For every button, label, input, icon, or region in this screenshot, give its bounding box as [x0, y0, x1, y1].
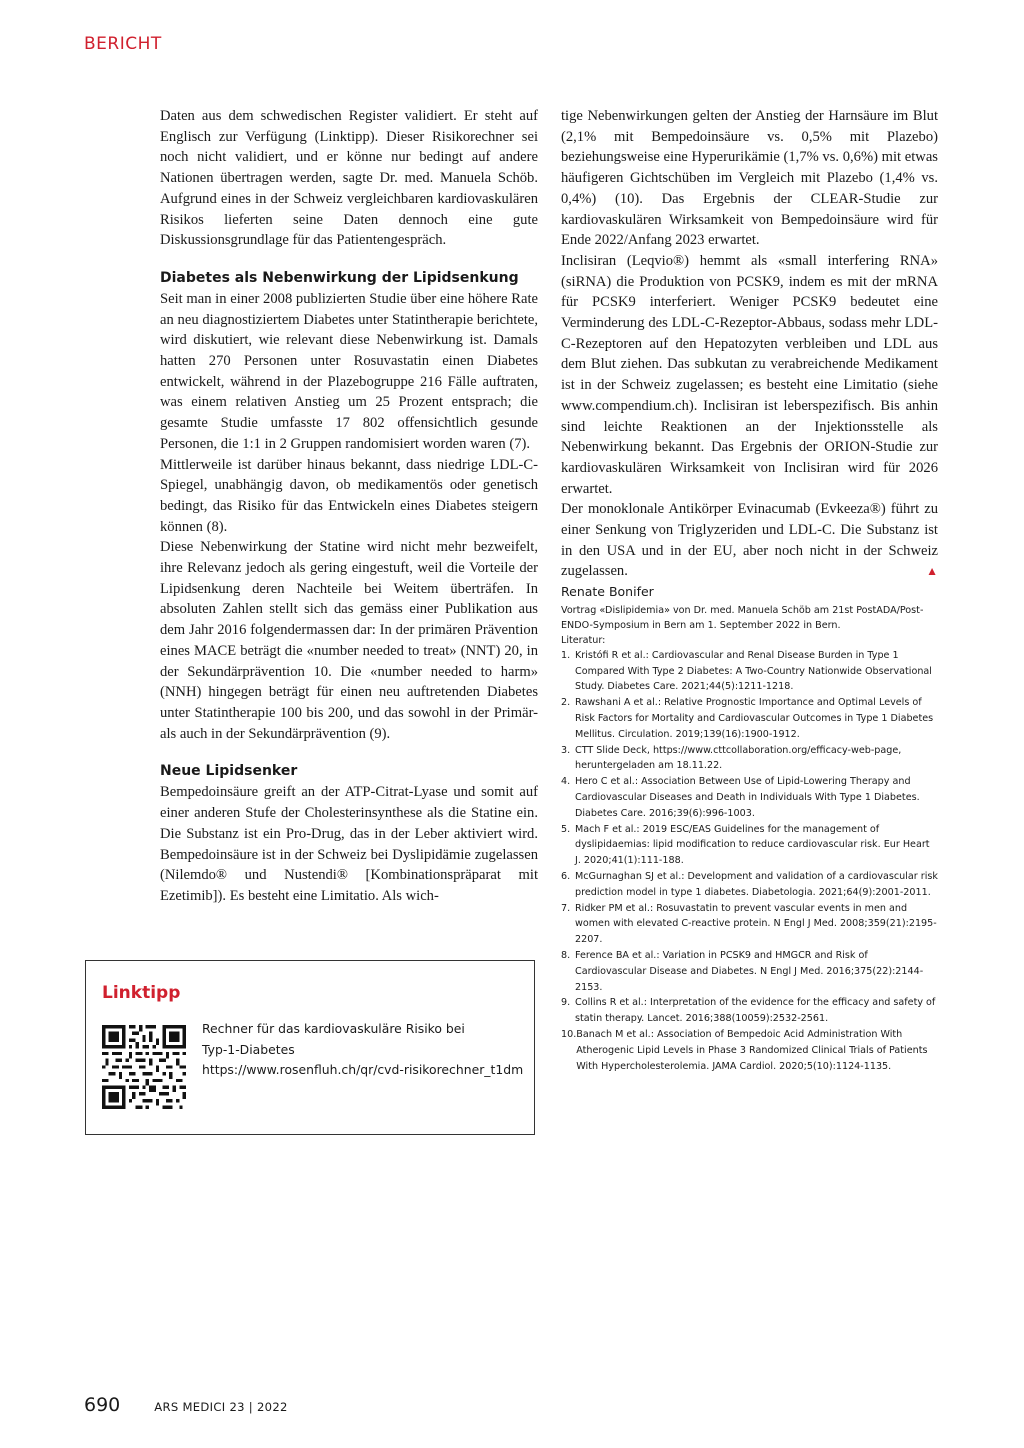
left-column	[160, 106, 538, 907]
subheading-neue-lipidsenker: Neue Lipidsenker	[160, 763, 298, 780]
reference-item	[561, 743, 938, 775]
reference-number: 6.	[561, 871, 571, 883]
linktipp-text	[202, 1019, 523, 1081]
journal-issue: ARS MEDICI 23 | 2022	[154, 1400, 288, 1414]
reference-number: 4.	[561, 776, 571, 788]
reference-text: Ference BA et al.: Variation in PCSK9 and HMGCR and Risk of Cardiovascular Disease and Diabetes. N Engl J Med. 2016;375(22):2144-2153.	[575, 950, 924, 993]
paragraph: Inclisiran (Leqvio®) hemmt als «small interfering RNA» (siRNA) die Produktion von PCSK9, indem es mit der mRNA für PCSK9 interferiert. Weniger PCSK9 bedeutet eine Verminderung des LDL-C-Rezeptor-Abbaus, sodass mehr LDL-C-Rezeptoren auf den Hepatozyten verbleiben und LDL aus dem Blut ziehen. Das subkutan zu verabreichende Medikament ist in der Schweiz zugelassen; es besteht eine Limitatio (siehe www.compendium.ch). Inclisiran ist leberspezifisch. Bis anhin sind leichte Reaktionen an der Injektionsstelle als Nebenwirkung bekannt. Das Ergebnis der ORION-Studie zur kardiovaskulären Wirksamkeit von Inclisiran wird für 2026 erwartet.	[561, 252, 938, 497]
reference-number: 5.	[561, 823, 571, 835]
linktipp-url-link[interactable]: https://www.rosenfluh.ch/qr/cvd-risikorechner_t1dm	[202, 1062, 524, 1077]
reference-item	[561, 948, 938, 995]
qr-code-icon[interactable]	[102, 1025, 186, 1109]
reference-item	[561, 901, 938, 948]
paragraph: Diese Nebenwirkung der Statine wird nicht mehr bezweifelt, ihre Relevanz jedoch als gering eingestuft, weil die Vorteile der Lipidsenkung deren Nachteile bei Weitem überträfen. In absoluten Zahlen stellt sich das gemäss einer Publikation aus dem Jahr 2016 folgendermassen dar: In der primären Prävention eines MACE beträgt die «number needed to treat» (NNT) 20, in der Sekundärprävention 10. Die «number needed to harm» (NNH) hingegen beträgt für einen neu auftretenden Diabetes unter Statintherapie 100 bis 200, und das sowohl in der Primär- als auch in der Sekundärprävention (9).	[160, 539, 538, 742]
literature-heading: Literatur:	[561, 634, 606, 646]
linktipp-title: Linktipp	[102, 983, 181, 1003]
reference-text: Rawshani A et al.: Relative Prognostic Importance and Optimal Levels of Risk Factors for Mortality and Cardiovascular Outcomes in Type 1 Diabetes Mellitus. Circulation. 2019;139(16):1900-1912.	[575, 697, 934, 740]
right-column	[561, 106, 938, 1074]
reference-text: Kristófi R et al.: Cardiovascular and Renal Disease Burden in Type 1 Compared With Type 2 Diabetes: A Two-Country Nationwide Observational Study. Diabetes Care. 2021;44(5):1211-1218.	[575, 649, 932, 693]
reference-number: 8.	[561, 950, 571, 962]
paragraph-final	[561, 499, 938, 582]
reference-item	[561, 1027, 938, 1074]
reference-item	[561, 695, 938, 742]
reference-number: 7.	[561, 902, 571, 914]
subheading-diabetes: Diabetes als Nebenwirkung der Lipidsenkung	[160, 269, 519, 286]
reference-text: Banach M et al.: Association of Bempedoic Acid Administration With Atherogenic Lipid Levels in Phase 3 Randomized Clinical Trials of Patients With Hypercholesterolemia. JAMA Cardiol. 2020;5(10):1124-1135.	[576, 1029, 928, 1072]
reference-text: Collins R et al.: Interpretation of the evidence for the efficacy and safety of statin therapy. Lancet. 2016;388(10059):2532-2561.	[575, 997, 936, 1025]
reference-text: Hero C et al.: Association Between Use of Lipid-Lowering Therapy and Cardiovascular Diseases and Death in Individuals With Type 1 Diabetes. Diabetes Care. 2016;39(6):996-1003.	[575, 776, 920, 819]
paragraph: Mittlerweile ist darüber hinaus bekannt, dass niedrige LDL-C-Spiegel, unabhängig davon, ob medikamentös oder genetisch bedingt, das Risiko für das Entwickeln eines Diabetes steigern können (8).	[160, 456, 538, 535]
end-of-article-marker: ▲	[926, 564, 938, 579]
reference-text: McGurnaghan SJ et al.: Development and validation of a cardiovascular risk prediction model in type 1 diabetes. Diabetologia. 2021;64(9):2001-2011.	[575, 871, 938, 898]
section-label: BERICHT	[84, 34, 162, 54]
reference-number: 9.	[561, 997, 571, 1009]
reference-item	[561, 648, 938, 695]
reference-item	[561, 774, 938, 821]
talk-note: Vortrag «Dislipidemia» von Dr. med. Manuela Schöb am 21st PostADA/Post-ENDO-Symposium in Bern am 1. September 2022 in Bern.	[561, 604, 924, 631]
reference-list	[561, 648, 938, 1075]
reference-item	[561, 822, 938, 869]
linktipp-description-line: Rechner für das kardiovaskuläre Risiko bei	[202, 1021, 465, 1036]
page-footer	[84, 1394, 288, 1416]
reference-item	[561, 995, 938, 1027]
reference-text: Mach F et al.: 2019 ESC/EAS Guidelines for the management of dyslipidaemias: lipid modification to reduce cardiovascular risk. Eur Heart J. 2020;41(1):111-188.	[575, 823, 930, 867]
reference-text: Ridker PM et al.: Rosuvastatin to prevent vascular events in men and women with elevated C-reactive protein. N Engl J Med. 2008;359(21):2195-2207.	[575, 902, 937, 946]
linktipp-description-line: Typ-1-Diabetes	[202, 1041, 295, 1057]
paragraph-text: Der monoklonale Antikörper Evinacumab (Evkeeza®) führt zu einer Senkung von Triglyzeriden und LDL-C. Die Substanz ist in den USA und in der EU, aber noch nicht in der Schweiz zugelassen.	[561, 501, 938, 580]
paragraph: tige Nebenwirkungen gelten der Anstieg der Harnsäure im Blut (2,1% mit Bempedoinsäure vs. 0,5% mit Plazebo) beziehungsweise eine Hyperurikämie (1,7% vs. 0,6%) mit etwas häufigeren Gichtschüben im Vergleich mit Plazebo (1,4% vs. 0,4%) (10). Das Ergebnis der CLEAR-Studie zur kardiovaskulären Wirksamkeit von Bempedoinsäure wird für Ende 2022/Anfang 2023 erwartet.	[561, 108, 938, 249]
reference-number: 1.	[561, 649, 571, 661]
reference-text: CTT Slide Deck, https://www.cttcollaboration.org/efficacy-web-page, heruntergeladen am 18.11.22.	[575, 744, 902, 772]
reference-number: 2.	[561, 697, 571, 709]
paragraph: Bempedoinsäure greift an der ATP-Citrat-Lyase und somit auf einer anderen Stufe der Cholesterinsynthese als die Statine ein. Die Substanz ist ein Pro-Drug, das in der Leber aktiviert wird. Bempedoinsäure ist in der Schweiz bei Dyslipidämie zugelassen (Nilemdo® und Nustendi® [Kombinationspräparat mit Ezetimib]). Es besteht eine Limitatio. Als wich-	[160, 784, 538, 904]
linktipp-box	[85, 960, 535, 1135]
reference-item	[561, 869, 938, 901]
page-number: 690	[84, 1394, 121, 1416]
reference-number: 3.	[561, 744, 571, 756]
author-name: Renate Bonifer	[561, 584, 654, 600]
paragraph: Seit man in einer 2008 publizierten Studie über eine höhere Rate an neu diagnostiziertem Diabetes unter Statintherapie berichtete, wird diskutiert, wie relevant diese Nebenwirkung ist. Damals hatten 270 Personen unter Rosuvastatin einen Diabetes entwickelt, während in der Plazebogruppe 216 Fälle auftraten, was einem relativen Anstieg um 25 Prozent entsprach; die gesamte Studie umfasste 17 802 offensichtlich gesunde Personen, die 1:1 in 2 Gruppen randomisiert worden waren (7).	[160, 290, 538, 452]
reference-number: 10.	[561, 1029, 577, 1040]
paragraph: Daten aus dem schwedischen Register validiert. Er steht auf Englisch zur Verfügung (Linktipp). Dieser Risikorechner sei noch nicht validiert, und er könne nur bedingt auf andere Nationen übertragen werden, sagte Dr. med. Manuela Schöb. Aufgrund eines in der Schweiz vergleichbaren kardiovaskulären Risikos lieferten seine Daten dennoch eine gute Diskussionsgrundlage für das Patientengespräch.	[160, 108, 538, 249]
